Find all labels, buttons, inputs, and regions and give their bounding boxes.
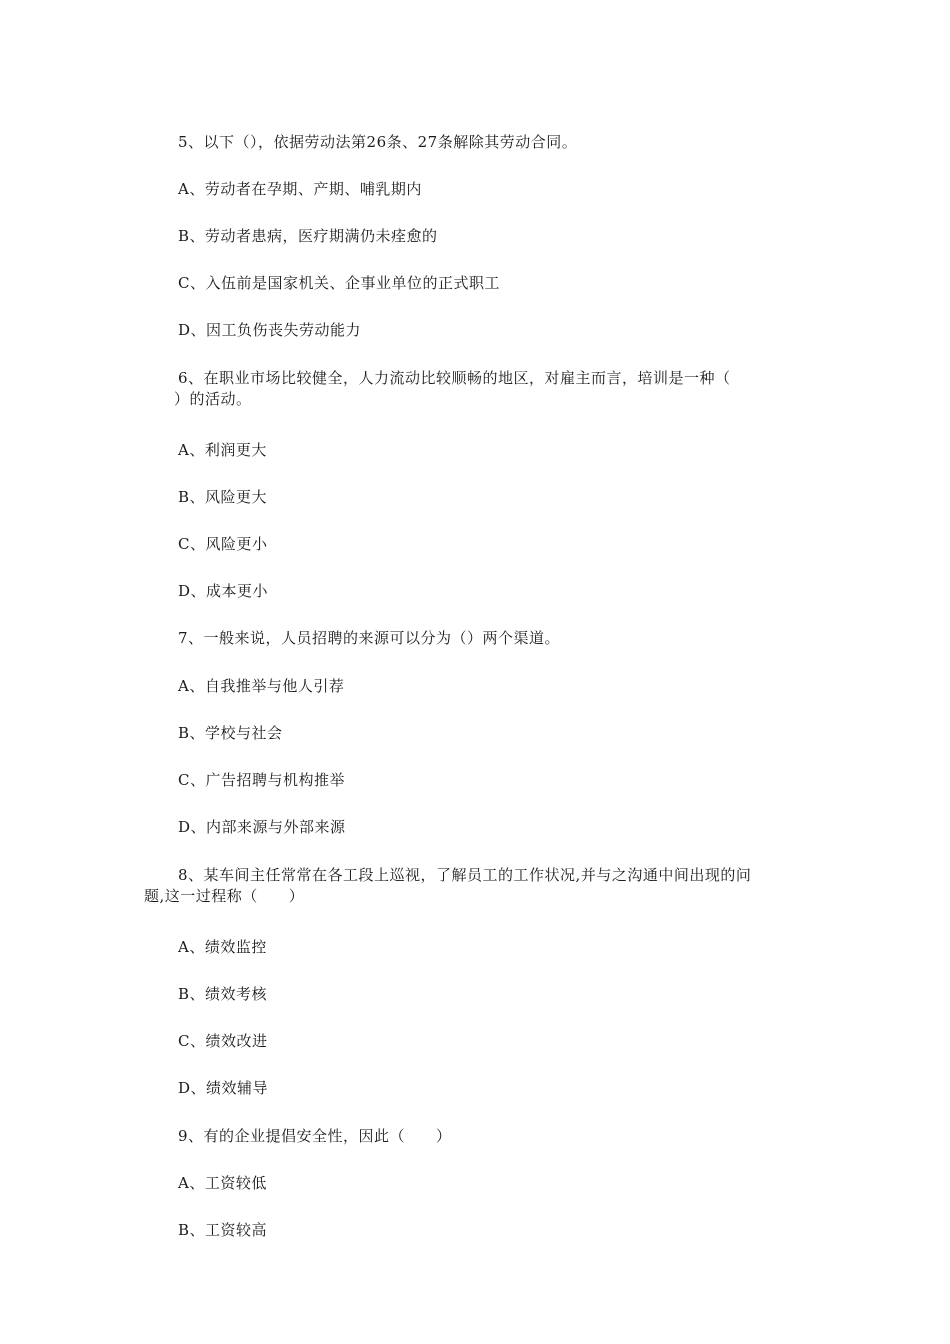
question-6-option-a: A、利润更大	[178, 441, 267, 459]
question-8-stem-line-2: 题,这一过程称（ ）	[144, 887, 305, 905]
question-9-option-b: B、工资较高	[178, 1221, 268, 1239]
question-6-stem-line-1: 6、在职业市场比较健全，人力流动比较顺畅的地区，对雇主而言，培训是一种（	[178, 369, 731, 387]
question-5-option-c: C、入伍前是国家机关、企事业单位的正式职工	[178, 274, 500, 292]
question-8-option-b: B、绩效考核	[178, 985, 268, 1003]
question-5-option-d: D、因工负伤丧失劳动能力	[178, 321, 362, 339]
question-7-option-a: A、自我推举与他人引荐	[178, 677, 345, 695]
question-6-option-b: B、风险更大	[178, 488, 268, 506]
question-6-option-d: D、成本更小	[178, 582, 269, 600]
question-6-stem	[174, 368, 818, 410]
question-7-option-c: C、广告招聘与机构推举	[178, 771, 345, 789]
question-9-option-a: A、工资较低	[178, 1174, 267, 1192]
question-7-stem: 7、一般来说，人员招聘的来源可以分为（）两个渠道。	[178, 629, 561, 647]
question-8-stem	[144, 865, 818, 907]
question-5-option-a: A、劳动者在孕期、产期、哺乳期内	[178, 180, 422, 198]
question-7-option-d: D、内部来源与外部来源	[178, 818, 346, 836]
question-6-option-c: C、风险更小	[178, 535, 268, 553]
question-7-option-b: B、学校与社会	[178, 724, 283, 742]
question-6-stem-line-2: ）的活动。	[174, 390, 252, 408]
question-5-option-b: B、劳动者患病，医疗期满仍未痊愈的	[178, 227, 438, 245]
question-8-option-a: A、绩效监控	[178, 938, 267, 956]
question-8-stem-line-1: 8、某车间主任常常在各工段上巡视，了解员工的工作状况,并与之沟通中间出现的问	[178, 866, 752, 884]
question-8-option-c: C、绩效改进	[178, 1032, 268, 1050]
question-5-stem: 5、以下（），依据劳动法第26条、27条解除其劳动合同。	[178, 133, 578, 151]
question-8-option-d: D、绩效辅导	[178, 1079, 269, 1097]
question-9-stem: 9、有的企业提倡安全性，因此（ ）	[178, 1127, 452, 1145]
